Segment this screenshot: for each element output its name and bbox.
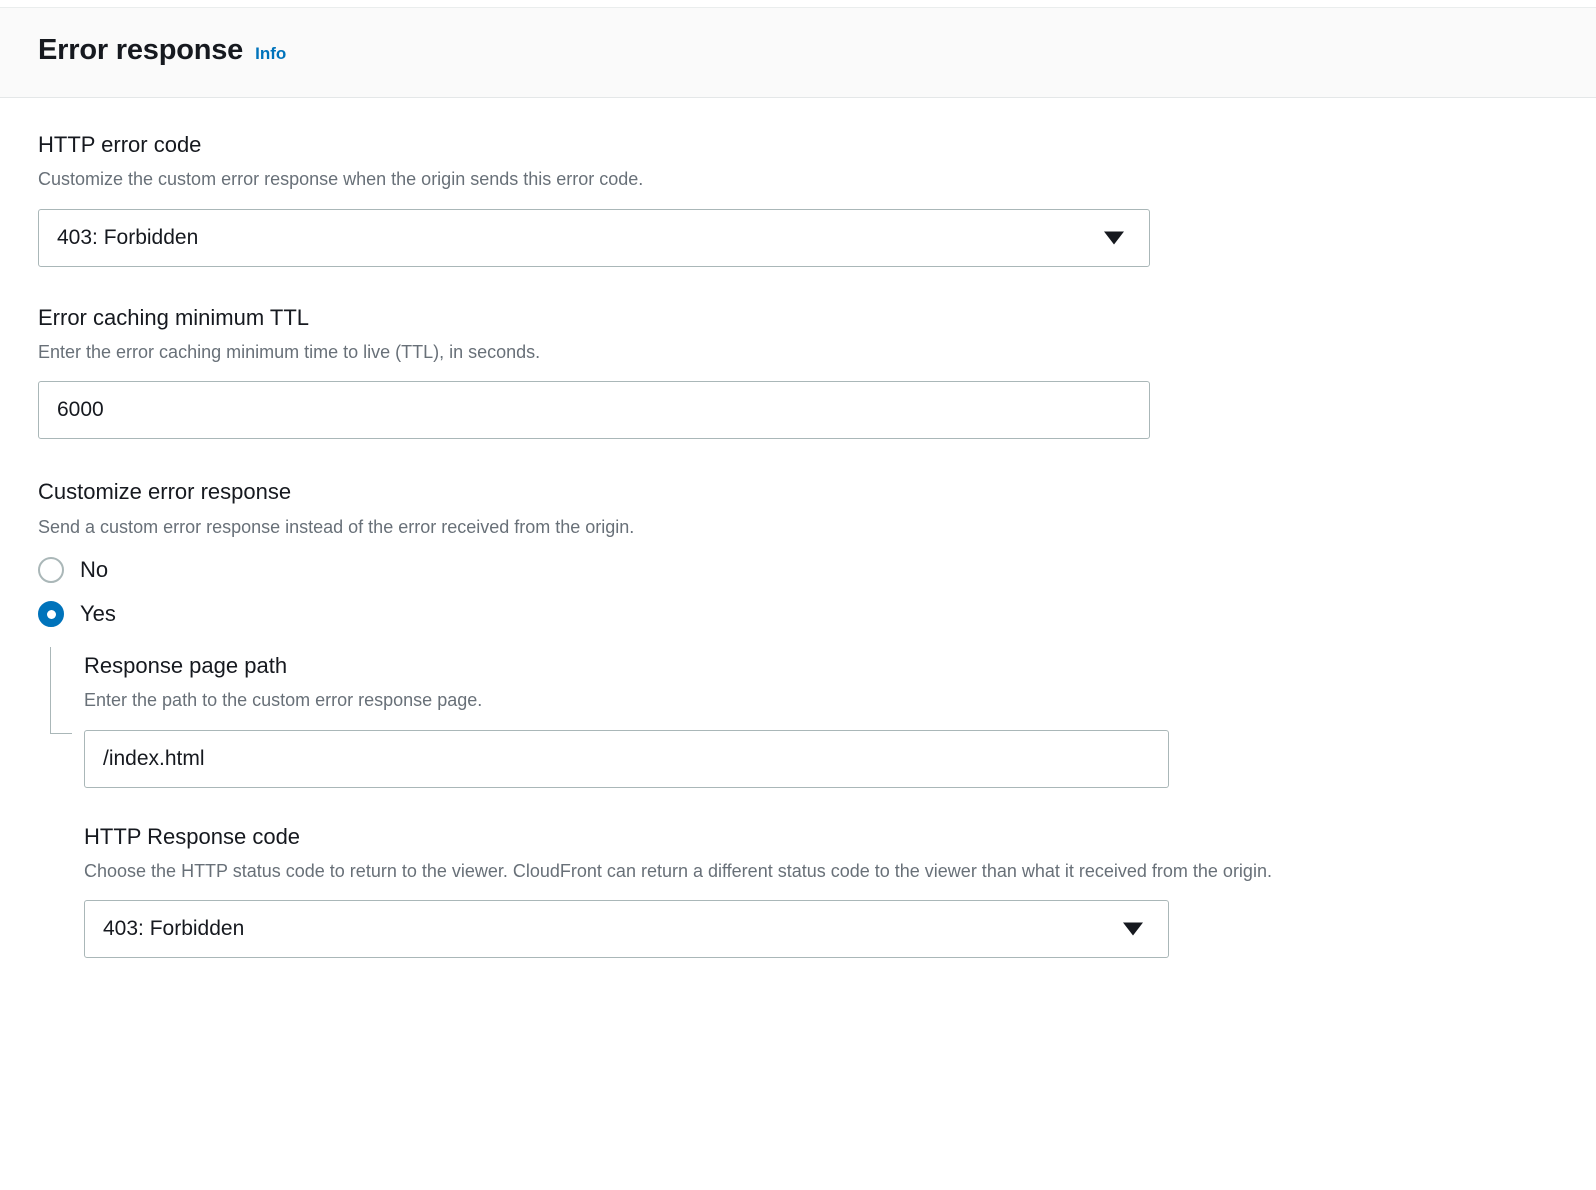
radio-option-no[interactable] xyxy=(38,557,1558,583)
panel-header xyxy=(0,8,1596,98)
error-caching-ttl-input[interactable] xyxy=(38,381,1150,439)
info-link[interactable]: Info xyxy=(255,44,287,63)
radio-label-no: No xyxy=(80,557,109,583)
field-http-error-code xyxy=(38,132,1558,267)
response-page-path-description: Enter the path to the custom error response page. xyxy=(84,690,483,711)
http-response-code-description: Choose the HTTP status code to return to the viewer. CloudFront can return a different status code to the viewer than what it received from the origin. xyxy=(84,861,1272,882)
response-page-path-label: Response page path xyxy=(84,653,288,679)
http-error-code-label: HTTP error code xyxy=(38,132,202,157)
field-response-page-path xyxy=(84,653,1558,788)
form-body xyxy=(0,98,1596,958)
http-error-code-select-wrap xyxy=(38,209,1150,267)
error-caching-ttl-description: Enter the error caching minimum time to live (TTL), in seconds. xyxy=(38,342,541,363)
radio-label-yes: Yes xyxy=(80,601,116,627)
http-response-code-select-wrap xyxy=(84,900,1169,958)
http-response-code-label: HTTP Response code xyxy=(84,823,301,849)
field-customize-error-response xyxy=(38,479,1558,958)
top-divider xyxy=(0,0,1596,8)
field-http-response-code xyxy=(84,824,1558,959)
http-error-code-select[interactable]: 403: Forbidden xyxy=(38,209,1150,267)
customize-error-response-description: Send a custom error response instead of the error received from the origin. xyxy=(38,516,635,537)
radio-icon-no[interactable] xyxy=(38,557,64,583)
http-response-code-select[interactable]: 403: Forbidden xyxy=(84,900,1169,958)
customize-error-response-label: Customize error response xyxy=(38,479,292,505)
field-error-caching-min-ttl xyxy=(38,305,1558,440)
page-title: Error response xyxy=(38,34,244,66)
http-error-code-description: Customize the custom error response when the origin sends this error code. xyxy=(38,169,644,190)
radio-icon-yes[interactable] xyxy=(38,601,64,627)
nested-custom-response-group xyxy=(38,653,1558,958)
error-caching-ttl-label: Error caching minimum TTL xyxy=(38,304,309,330)
response-page-path-input[interactable] xyxy=(84,730,1169,788)
radio-option-yes[interactable] xyxy=(38,601,1558,627)
